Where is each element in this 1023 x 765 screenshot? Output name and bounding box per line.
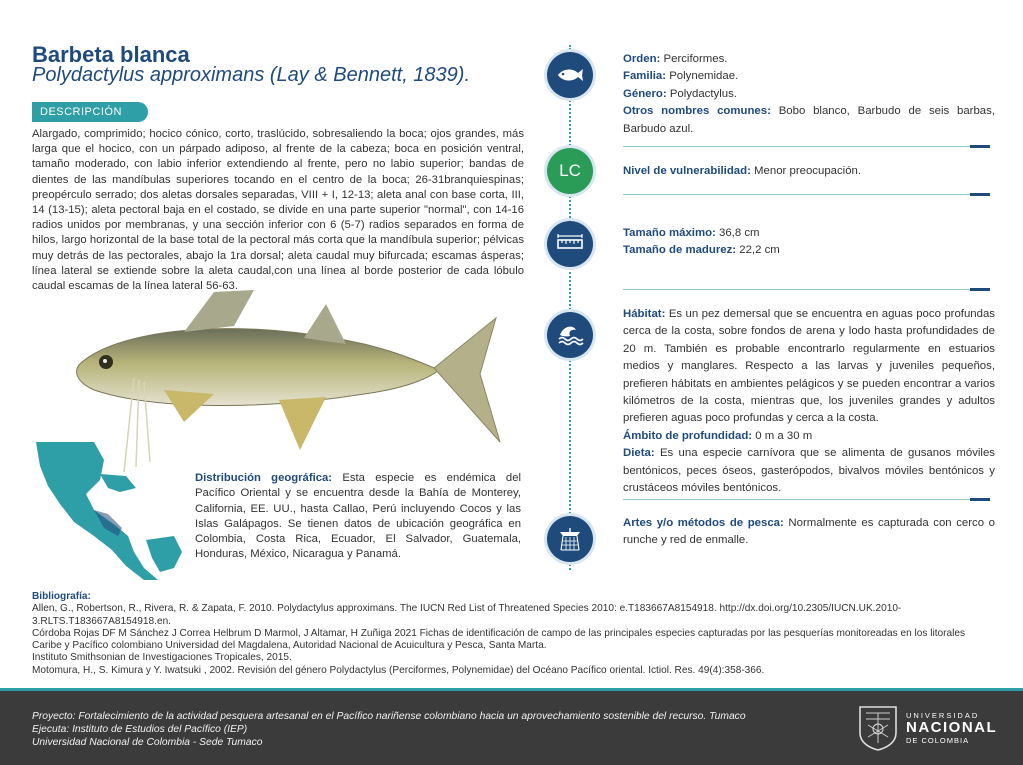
footer-university: Universidad Nacional de Colombia - Sede Tumaco xyxy=(32,737,263,748)
logo-line-1: UNIVERSIDAD xyxy=(906,711,980,720)
distribution-label: Distribución geográfica: xyxy=(195,472,333,484)
logo-line-2: NACIONAL xyxy=(906,719,998,736)
otros-nombres-label: Otros nombres comunes: xyxy=(623,105,771,118)
taxonomy-section xyxy=(623,51,995,138)
orden-value: Perciformes. xyxy=(660,53,728,65)
university-logo-text xyxy=(906,711,997,745)
vulnerability-label: Nivel de vulnerabilidad: xyxy=(623,165,751,177)
timeline-dotted-line xyxy=(569,45,571,570)
max-size-label: Tamaño máximo: xyxy=(623,227,716,239)
size-section xyxy=(623,225,995,260)
description-text: Alargado, comprimido; hocico cónico, corto, traslúcido, sobresaliendo la boca; ojos grandes, más larga que el hocico, con un párpado adiposo, al frente de la cabeza; boca en posición ventral, tamaño moderado, con labio inferior extendiendo al frente, pero no labio superior; bandas de dientes de las mandíbulas superiores tocando en el centro de la boca; 26-31branquiespinas; preopérculo serrado; dos aletas dorsales separadas, VIII + I, 12-13; aleta anal con base corta, III, 14 (13-15); aleta pectoral baja en el costado, se divide en una parte superior "normal", con 14-16 radios unidos por membranas, y una sección inferior con 6 (5-7) radios separados en forma de hilos, largo horizontal de la base total de la pectoral más corta que la mandíbula superior; pélvicas muy detrás de las pectorales, abajo la 1ra dorsal; aleta caudal muy bifurcada; escamas ásperas; línea lateral se extiende sobre la aleta caudal,con una línea al borde posterior de cada lóbulo caudal escamas de la línea lateral 56-63. xyxy=(32,128,524,293)
bibliography-title: Bibliografía: xyxy=(32,591,91,602)
footer-executor: Ejecuta: Instituto de Estudios del Pacífico (IEP) xyxy=(32,724,248,735)
boat-net-icon-badge xyxy=(547,516,593,562)
diet-label: Dieta: xyxy=(623,447,655,460)
ruler-icon xyxy=(555,229,585,259)
footer-credits xyxy=(32,710,746,749)
distribution-map xyxy=(34,440,182,580)
footer xyxy=(0,691,1023,765)
orden-label: Orden: xyxy=(623,53,661,65)
max-size-value: 36,8 cm xyxy=(715,227,760,239)
familia-label: Familia: xyxy=(623,70,667,83)
habitat-text: Es un pez demersal que se encuentra en aguas poco profundas cerca de la costa, sobre fondos de arena y lodo hasta profundidades de 20 m. También es probable encontrarlo regularmente en estuarios medios y manglares. Respecto a las larvas y juveniles pequeños, prefieren hábitats en ambientes pelágicos y se pueden encontrar a varios kilómetros de la costa, mientras que, los juveniles grandes y adultos prefieren aguas poco profundas y cerca a la costa. xyxy=(623,308,995,425)
habitat-section xyxy=(623,306,995,497)
genero-value: Polydactylus. xyxy=(666,87,737,100)
wave-icon xyxy=(555,320,585,350)
habitat-label: Hábitat: xyxy=(623,308,666,320)
fishing-section xyxy=(623,515,995,550)
distribution-text xyxy=(195,471,521,563)
ruler-icon-badge xyxy=(547,221,593,267)
otros-nombres-value: Bobo blanco, Barbudo de seis barbas, Barbudo azul. xyxy=(623,105,995,135)
maturity-size-label: Tamaño de madurez: xyxy=(623,244,737,257)
page-title: Barbeta blanca xyxy=(32,42,190,67)
separator xyxy=(623,289,990,290)
scientific-name: Polydactylus approximans (Lay & Bennett, 1839). xyxy=(32,64,471,86)
bibliography-ref: Instituto Smithsonian de Investigaciones Tropicales, 2015. xyxy=(32,652,292,664)
diet-text: Es una especie carnívora que se alimenta de gusanos móviles bentónicos, peces óseos, gasterópodos, bivalvos móviles bentónicos y crustáceos móviles bentónicos. xyxy=(623,447,995,495)
genero-label: Género: xyxy=(623,87,667,100)
fishing-label: Artes y/o métodos de pesca: xyxy=(623,517,784,529)
bibliography-ref: Motomura, H., S. Kimura y Y. Iwatsuki , 2002. Revisión del género Polydactylus (Perciformes, Polynemidae) del Océano Pacífico oriental. Ictiol. Res. 49(4):358-366. xyxy=(32,664,765,676)
distribution-body: Esta especie es endémica del Pacífico Oriental y se encuentra desde la Bahía de Monterey, California, EE. UU., hasta Callao, Perú incluyendo Cocos y las Islas Galápagos. Se tienen datos de ubicación geográfica en Colombia, Costa Rica, Ecuador, El Salvador, Guatemala, Honduras, México, Nicaragua y Panamá. xyxy=(195,472,521,561)
footer-project: Proyecto: Fortalecimiento de la actividad pesquera artesanal en el Pacífico nariñense colombiano hacia un aprovechamiento sostenible del recurso. Tumaco xyxy=(32,711,746,722)
separator xyxy=(623,194,990,195)
boat-net-icon xyxy=(555,524,585,554)
wave-icon-badge xyxy=(547,312,593,358)
university-seal-icon xyxy=(856,703,900,751)
fish-icon xyxy=(555,60,585,90)
familia-value: Polynemidae. xyxy=(666,70,739,83)
fishing-text: Normalmente es capturada con cerco o runche y red de enmalle. xyxy=(623,517,995,547)
vulnerability-value: Menor preocupación. xyxy=(750,165,862,177)
separator xyxy=(623,146,990,147)
separator xyxy=(623,499,990,500)
bibliography-ref: Córdoba Rojas DF M Sánchez J Correa Helbrum D Marmol, J Altamar, H Zuñiga 2021 Fichas de identificación de campo de las principales especies capturadas por las pesquerías monitoreadas en los litorales Caribe y Pacífico colombiano Universidad del Magdalena, Autoridad Nacional de Acuicultura y Pesca, Santa Marta. xyxy=(32,627,966,652)
vulnerability-section xyxy=(623,163,995,180)
bibliography xyxy=(32,591,992,677)
depth-label: Ámbito de profundidad: xyxy=(623,429,753,442)
bibliography-ref: Allen, G., Robertson, R., Rivera, R. & Zapata, F. 2010. Polydactylus approximans. The IUCN Red List of Threatened Species 2010: e.T183667A8154918. http://dx.doi.org/10.2305/IUCN.UK.2010-3.RLTS.T183667A8154918.en. xyxy=(32,603,902,627)
maturity-size-value: 22,2 cm xyxy=(736,244,780,257)
vulnerability-badge: LC xyxy=(547,148,593,194)
logo-line-3: DE COLOMBIA xyxy=(906,736,970,745)
depth-value: 0 m a 30 m xyxy=(752,429,813,442)
fish-icon-badge xyxy=(547,52,593,98)
description-badge: DESCRIPCIÓN xyxy=(32,102,148,122)
